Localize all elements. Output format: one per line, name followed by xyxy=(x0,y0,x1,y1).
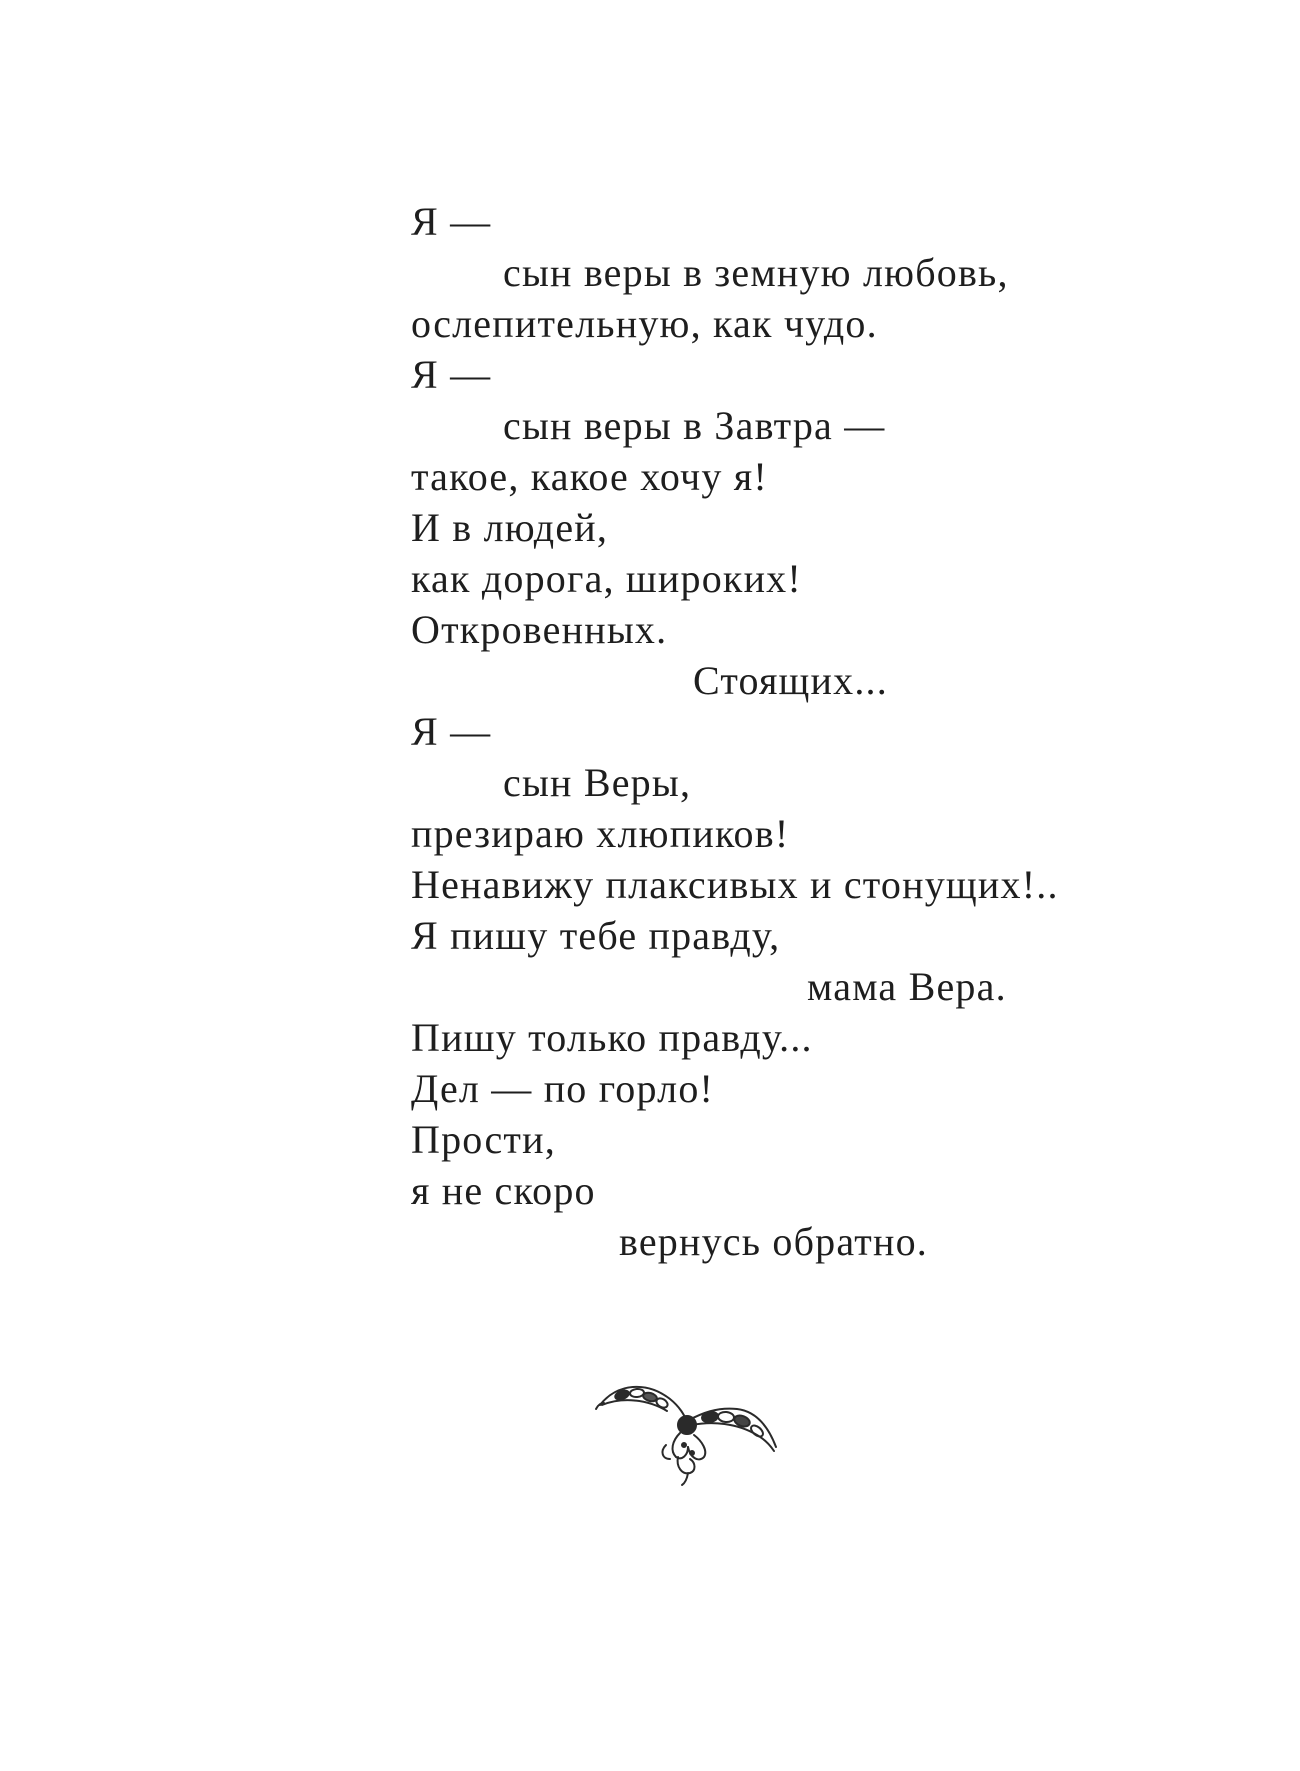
poem-line-20: я не скоро xyxy=(411,1168,596,1213)
poem-line-10: Стоящих... xyxy=(693,658,888,703)
poem-line-15: Я пишу тебе правду, xyxy=(411,913,781,958)
poem-line-1: Я — xyxy=(411,199,492,244)
poem-line-12: сын Веры, xyxy=(503,760,692,805)
poem-line-11: Я — xyxy=(411,709,492,754)
poem-line-14: Ненавижу плаксивых и стонущих!.. xyxy=(411,862,1059,907)
poem-line-21: вернусь обратно. xyxy=(619,1219,928,1264)
poem-line-9: Откровенных. xyxy=(411,607,668,652)
poem-line-5: сын веры в Завтра — xyxy=(503,403,886,448)
poem-line-16: мама Вера. xyxy=(807,964,1007,1009)
poem-line-4: Я — xyxy=(411,352,492,397)
floral-vignette-icon xyxy=(592,1375,782,1490)
poem-text xyxy=(411,196,1211,1267)
poem-line-3: ослепительную, как чудо. xyxy=(411,301,878,346)
poem-line-8: как дорога, широких! xyxy=(411,556,802,601)
poem-line-7: И в людей, xyxy=(411,505,609,550)
poem-line-6: такое, какое хочу я! xyxy=(411,454,768,499)
poem-line-19: Прости, xyxy=(411,1117,556,1162)
poem-line-2: сын веры в земную любовь, xyxy=(503,250,1009,295)
poem-line-13: презираю хлюпиков! xyxy=(411,811,790,856)
poem-line-17: Пишу только правду... xyxy=(411,1015,813,1060)
poem-line-18: Дел — по горло! xyxy=(411,1066,715,1111)
